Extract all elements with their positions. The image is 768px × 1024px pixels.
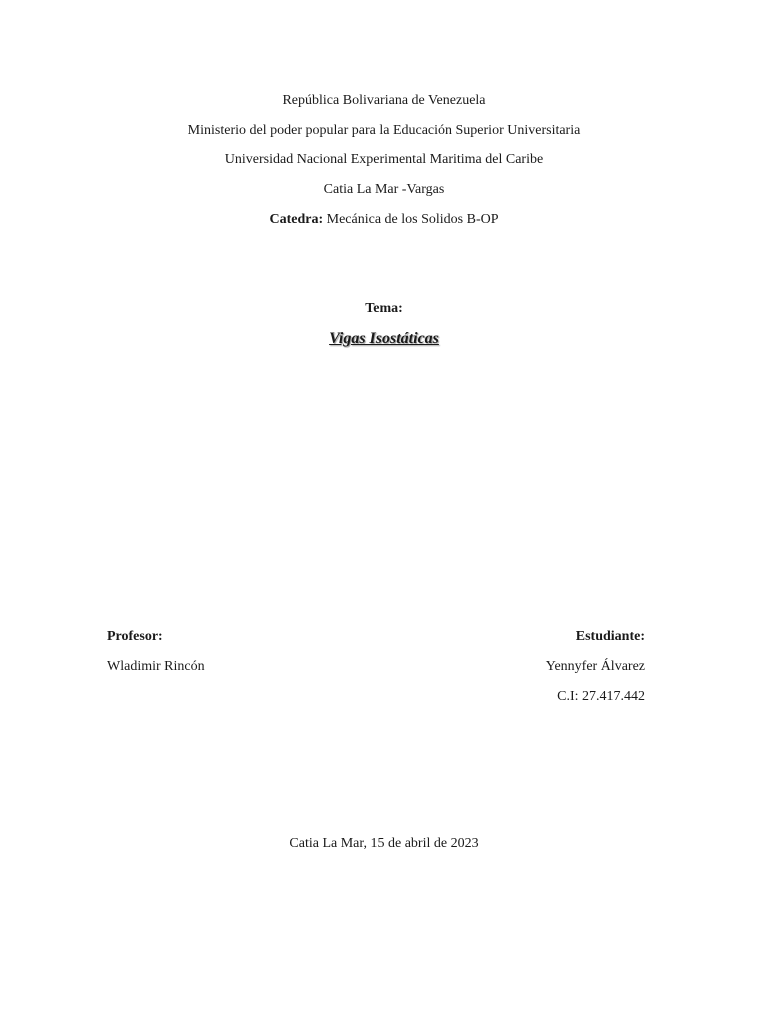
student-name: Yennyfer Álvarez bbox=[545, 659, 645, 674]
professor-label: Profesor: bbox=[107, 629, 163, 644]
university-line: Universidad Nacional Experimental Maritima del Caribe bbox=[224, 152, 544, 167]
student-label: Estudiante: bbox=[575, 629, 645, 644]
topic-title: Vigas Isostáticas bbox=[329, 330, 439, 347]
country-line: República Bolivariana de Venezuela bbox=[282, 93, 486, 108]
course-line bbox=[0, 211, 768, 229]
professor-name: Wladimir Rincón bbox=[107, 659, 205, 674]
course-label: Catedra: bbox=[269, 212, 324, 227]
ministry-line: Ministerio del poder popular para la Educación Superior Universitaria bbox=[187, 123, 581, 138]
student-id: C.I: 27.417.442 bbox=[557, 689, 645, 704]
place-date: Catia La Mar, 15 de abril de 2023 bbox=[289, 836, 479, 851]
course-value: Mecánica de los Solidos B-OP bbox=[326, 212, 499, 227]
topic-label: Tema: bbox=[365, 301, 403, 316]
topic-title-row bbox=[0, 330, 768, 349]
location-line: Catia La Mar -Vargas bbox=[323, 182, 445, 197]
